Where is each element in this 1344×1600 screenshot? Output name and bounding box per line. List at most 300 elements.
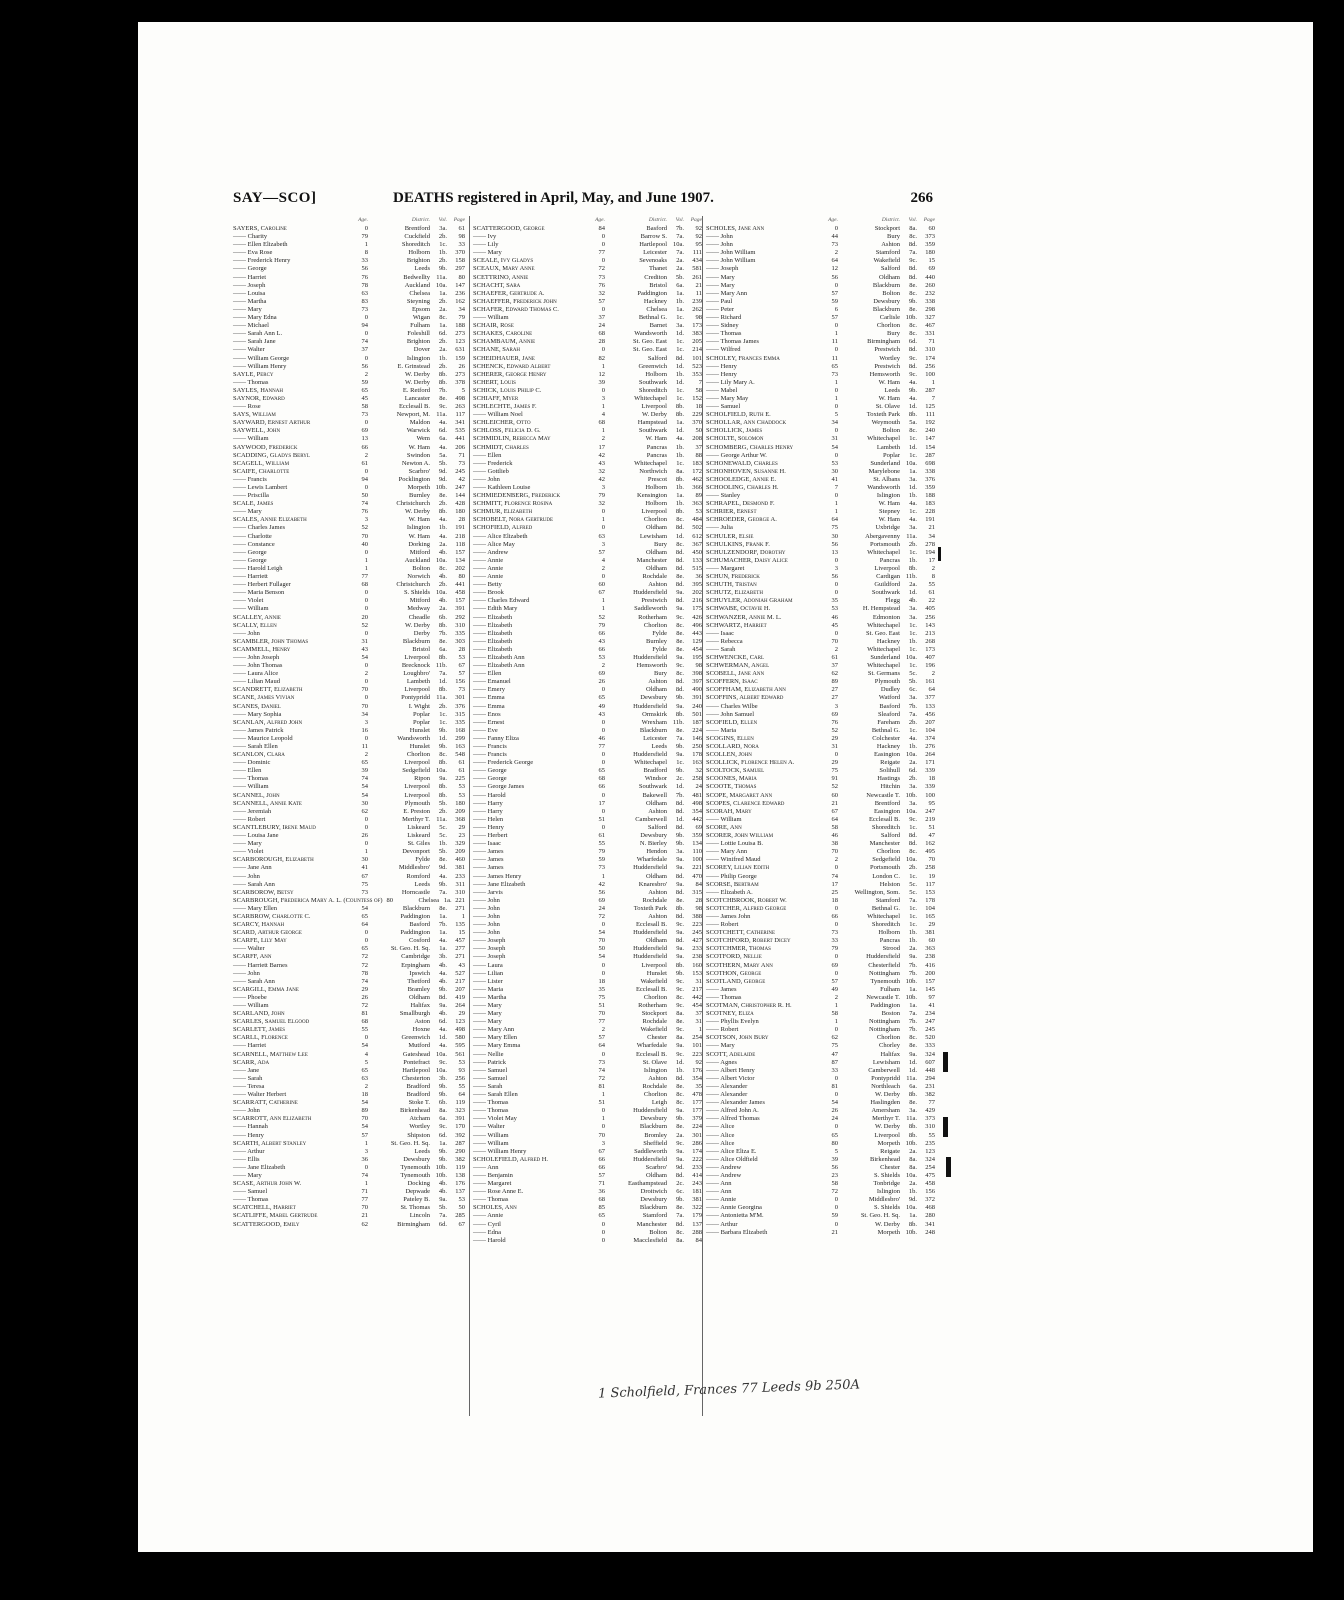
entry-name: —— Henry [473, 823, 504, 831]
register-entry [233, 500, 465, 508]
entry-volume: 5b. [438, 799, 447, 807]
entry-name: —— Thomas [473, 1099, 509, 1107]
entry-volume: 8d. [675, 564, 684, 572]
entry-age: 68 [598, 775, 605, 783]
entry-age: 0 [601, 257, 605, 265]
entry-district: Morpeth [407, 484, 430, 491]
entry-district: Kensington [637, 492, 667, 500]
entry-volume: 1c. [909, 451, 917, 459]
entry-volume: 4b. [438, 548, 447, 556]
entry-volume: 8c. [676, 1228, 684, 1236]
entry-name: SCHULKINS, Frank F. [706, 540, 770, 548]
entry-district: Sedgefield [402, 767, 430, 775]
entry-name: —— Julia [706, 524, 733, 532]
entry-volume: 1b. [675, 297, 684, 305]
entry-district: Birkenhead [870, 1155, 900, 1163]
entry-volume: 8d. [675, 354, 684, 362]
entry-volume: 7a. [909, 1010, 917, 1018]
entry-district: Southwark [638, 427, 667, 435]
page-header [233, 190, 933, 216]
entry-name: SCHOLES, Ann [473, 1204, 517, 1212]
entry-volume: 4a. [439, 969, 447, 977]
entry-age: 52 [361, 524, 368, 532]
entry-district: Basford [646, 225, 667, 232]
entry-age: 57 [831, 977, 838, 985]
column-header-age: Age. [828, 217, 838, 223]
entry-page: 523 [692, 362, 702, 370]
register-entry [233, 411, 465, 419]
entry-volume: 1d. [675, 330, 684, 338]
entry-age: 36 [598, 1188, 605, 1196]
register-entry [706, 1107, 935, 1115]
entry-age: 2 [364, 451, 368, 459]
entry-name: SCHOMBERG, Charles Henry [706, 443, 794, 451]
entry-age: 0 [834, 427, 838, 435]
entry-page: 61 [928, 589, 935, 597]
entry-age: 1 [364, 1139, 368, 1147]
entry-page: 158 [455, 257, 465, 265]
entry-page: 22 [928, 597, 935, 605]
entry-volume: 10b. [905, 791, 917, 799]
entry-volume: 6c. [676, 1188, 684, 1196]
entry-district: Stamford [875, 249, 900, 257]
entry-name: —— Elizabeth [473, 637, 513, 645]
entry-district: Blackburn [872, 305, 900, 313]
register-entry [706, 1010, 935, 1018]
entry-district: Wem [416, 435, 430, 443]
entry-age: 52 [361, 621, 368, 629]
entry-age: 31 [831, 743, 838, 750]
entry-name: SCANLAN, Alfred John [233, 718, 303, 726]
entry-age: 8 [364, 249, 368, 257]
register-entry [473, 468, 702, 476]
register-entry [706, 630, 935, 638]
entry-district: Holborn [645, 500, 667, 508]
entry-age: 0 [834, 1026, 838, 1034]
entry-name: —— Thomas [473, 1107, 509, 1115]
entry-district: Pateley B. [403, 1196, 430, 1204]
entry-name: —— Mabel [706, 386, 738, 394]
entry-name: —— Sarah Ann [233, 880, 275, 888]
entry-district: N. Bierley [639, 840, 667, 848]
entry-age: 57 [831, 289, 838, 297]
register-entry [706, 864, 935, 872]
entry-district: Lambeth [876, 443, 900, 451]
column-header [233, 216, 465, 225]
entry-name: —— Jane Elizabeth [473, 880, 526, 888]
register-entry [233, 1172, 465, 1180]
entry-age: 40 [361, 540, 368, 548]
entry-page: 154 [925, 443, 935, 451]
register-entry [233, 282, 465, 290]
entry-age: 43 [361, 645, 368, 653]
register-entry [233, 614, 465, 622]
entry-age: 0 [834, 1220, 838, 1228]
entry-age: 3 [601, 540, 605, 548]
register-entry [233, 581, 465, 589]
entry-page: 315 [455, 710, 465, 718]
entry-volume: 6d. [438, 1131, 447, 1139]
entry-district: Liverpool [641, 508, 667, 516]
entry-name: SCORE, Ann [706, 823, 742, 831]
entry-name: SCHLOSS, Felicia D. G. [473, 427, 541, 435]
entry-page: 15 [458, 929, 465, 937]
entry-page: 135 [455, 921, 465, 929]
entry-volume: 10b. [435, 484, 447, 491]
entry-district: Erpingham [401, 961, 430, 969]
entry-volume: 8d. [675, 1220, 684, 1228]
entry-page: 84 [695, 880, 702, 888]
register-entry [233, 1083, 465, 1091]
entry-district: Liverpool [404, 783, 430, 791]
entry-volume: 5a. [909, 419, 917, 427]
entry-volume: 1b. [908, 492, 917, 500]
entry-volume: 9b. [675, 1196, 684, 1204]
entry-name: —— John Joseph [233, 653, 280, 661]
entry-name: —— Mary [473, 1018, 502, 1026]
entry-page: 168 [455, 726, 465, 734]
register-entry [706, 897, 935, 905]
entry-name: SAYNOR, Edward [233, 394, 285, 402]
entry-age: 27 [831, 686, 838, 694]
entry-volume: 8b. [438, 686, 447, 694]
entry-district: Chorlton [643, 621, 667, 629]
register-entry [706, 881, 935, 889]
entry-name: SCANNELL, Annie Kate [233, 799, 302, 807]
entry-age: 53 [598, 653, 605, 661]
entry-age: 72 [361, 961, 368, 969]
entry-volume: 10a. [905, 1171, 917, 1179]
entry-district: Oldham [879, 273, 900, 281]
entry-age: 49 [831, 985, 838, 993]
entry-name: —— Jeremiah [233, 807, 272, 815]
entry-district: Ripon [414, 775, 430, 783]
entry-page: 359 [925, 484, 935, 491]
entry-volume: 1c. [909, 629, 917, 637]
entry-name: SCATLIFFE, Mabel Gertrude [233, 1212, 318, 1220]
register-entry [473, 1099, 702, 1107]
entry-volume: 4a. [439, 532, 447, 540]
entry-district: Chorlton [406, 751, 430, 759]
entry-age: 0 [364, 314, 368, 322]
register-entry [233, 468, 465, 476]
entry-name: —— William Noel [473, 411, 523, 419]
entry-age: 68 [361, 581, 368, 589]
entry-district: Hendon [646, 848, 667, 856]
entry-age: 0 [834, 1091, 838, 1099]
entry-district: Portsmouth [870, 540, 900, 548]
entry-name: SCANES, Daniel [233, 702, 281, 710]
entry-age: 42 [598, 451, 605, 459]
register-entry [706, 937, 935, 945]
entry-name: —— Fanny Eliza [473, 734, 519, 742]
entry-volume: 1c. [909, 508, 917, 516]
entry-district: Hunslet [409, 743, 430, 750]
entry-age: 1 [834, 394, 838, 402]
entry-district: Liverpool [641, 403, 667, 411]
register-entry [233, 646, 465, 654]
entry-age: 5 [834, 411, 838, 419]
entry-name: —— Mary Ann [473, 1026, 515, 1034]
entry-volume: 6b. [438, 613, 447, 621]
entry-volume: 11a. [436, 411, 447, 419]
register-entry [473, 816, 702, 824]
entry-district: Prestwich [874, 362, 900, 370]
register-entry [473, 1075, 702, 1083]
entry-age: 0 [601, 1123, 605, 1131]
entry-volume: 1c. [909, 621, 917, 629]
entry-name: —— Ann [706, 1180, 732, 1188]
register-entry [233, 897, 465, 905]
entry-volume: 9a. [676, 702, 684, 710]
entry-name: —— Thomas [706, 993, 742, 1001]
entry-volume: 4a. [909, 500, 917, 508]
entry-volume: 9c. [909, 257, 917, 265]
entry-name: —— Ernest [473, 718, 505, 726]
entry-page: 458 [925, 1180, 935, 1188]
entry-age: 43 [598, 710, 605, 718]
entry-name: SCARNELL, Matthew Lee [233, 1050, 308, 1058]
entry-age: 0 [601, 1228, 605, 1236]
entry-page: 376 [925, 475, 935, 483]
register-entry [473, 1026, 702, 1034]
entry-age: 4 [601, 411, 605, 419]
entry-volume: 3a. [676, 322, 684, 330]
entry-name: —— Sarah Ellen [473, 1091, 518, 1099]
entry-name: —— Maria [706, 726, 737, 734]
entry-name: —— Sarah Ann L. [233, 330, 283, 338]
entry-volume: 5c. [909, 888, 917, 896]
entry-age: 2 [834, 856, 838, 864]
entry-age: 66 [598, 1155, 605, 1163]
entry-name: —— Maria Benson [233, 589, 285, 597]
entry-age: 0 [834, 953, 838, 961]
entry-name: SCHROEDER, George A. [706, 516, 777, 524]
entry-volume: 8b. [438, 791, 447, 799]
register-entry [706, 1115, 935, 1123]
register-entry [233, 1204, 465, 1212]
register-entry [473, 241, 702, 249]
entry-district: Bristol [649, 281, 667, 289]
entry-volume: 2a. [909, 945, 917, 953]
entry-page: 225 [455, 775, 465, 783]
entry-volume: 6d. [908, 767, 917, 775]
entry-district: Bury [654, 540, 667, 548]
entry-page: 287 [455, 1139, 465, 1147]
register-entry [473, 978, 702, 986]
entry-name: —— John William [706, 249, 756, 257]
entry-page: 434 [692, 257, 702, 265]
entry-volume: 8d. [675, 678, 684, 686]
entry-district: Shoreditch [871, 823, 900, 831]
entry-page: 200 [925, 969, 935, 977]
entry-district: Oldham [409, 993, 430, 1001]
entry-name: —— Harriet [233, 1042, 267, 1050]
entry-page: 441 [455, 581, 465, 589]
register-entry [706, 832, 935, 840]
entry-age: 43 [598, 637, 605, 645]
entry-name: —— Emma [473, 694, 505, 702]
entry-name: SCOFFERN, Isaac [706, 678, 758, 686]
register-entry [706, 945, 935, 953]
page-number: 266 [910, 190, 933, 206]
entry-name: —— Sarah [233, 1074, 263, 1082]
entry-volume: 8b. [438, 508, 447, 516]
entry-volume: 8d. [675, 888, 684, 896]
entry-page: 2 [931, 670, 935, 678]
entry-volume: 9c. [676, 662, 684, 670]
entry-age: 0 [364, 840, 368, 848]
register-entry [473, 1164, 702, 1172]
entry-age: 3 [601, 394, 605, 402]
entry-age: 69 [598, 670, 605, 678]
entry-age: 82 [598, 354, 605, 362]
register-entry [233, 1075, 465, 1083]
entry-age: 0 [834, 969, 838, 977]
register-entry [473, 419, 702, 427]
entry-district: Scarbro' [645, 1163, 667, 1171]
entry-volume: 1d. [675, 1058, 684, 1066]
entry-age: 33 [831, 1066, 838, 1074]
entry-age: 0 [601, 823, 605, 831]
entry-age: 62 [361, 1220, 368, 1228]
entry-page: 239 [692, 297, 702, 305]
entry-age: 77 [598, 743, 605, 750]
entry-page: 294 [925, 1074, 935, 1082]
entry-age: 72 [598, 1074, 605, 1082]
entry-name: —— William [233, 605, 269, 613]
entry-age: 0 [601, 233, 605, 241]
register-entry [473, 711, 702, 719]
entry-name: —— Mary [233, 305, 262, 313]
register-entry [233, 759, 465, 767]
entry-page: 118 [455, 540, 465, 548]
entry-age: 62 [361, 807, 368, 815]
entry-age: 11 [831, 354, 838, 362]
entry-page: 443 [692, 629, 702, 637]
register-entry [706, 719, 935, 727]
entry-page: 498 [455, 1026, 465, 1034]
entry-name: —— Violet [233, 597, 264, 605]
entry-age: 5 [834, 1147, 838, 1155]
entry-name: SCHUTH, Tristan [706, 581, 757, 589]
entry-page: 196 [925, 662, 935, 670]
entry-age: 72 [361, 953, 368, 961]
entry-district: Oldham [646, 524, 667, 532]
entry-volume: 9a. [676, 929, 684, 937]
entry-page: 278 [925, 540, 935, 548]
entry-district: Poplar [413, 710, 430, 718]
entry-page: 502 [692, 524, 702, 532]
entry-name: —— Jarvis [473, 888, 503, 896]
entry-volume: 8e. [676, 637, 684, 645]
entry-page: 462 [692, 475, 702, 483]
entry-district: Whitechapel [867, 645, 900, 653]
entry-district: Holborn [645, 370, 667, 378]
entry-district: Leeds [414, 880, 430, 888]
entry-district: Atcham [409, 1115, 430, 1123]
entry-age: 54 [361, 1123, 368, 1131]
entry-name: SCOTSON, John Bury [706, 1034, 769, 1042]
entry-district: Epsom [411, 305, 430, 313]
entry-volume: 2a. [439, 305, 447, 313]
register-entry [706, 355, 935, 363]
entry-name: SCHAIR, Rose [473, 322, 514, 330]
entry-volume: 8a. [909, 225, 917, 232]
entry-name: SCHAKES, Caroline [473, 330, 533, 338]
entry-volume: 1a. [909, 467, 917, 475]
entry-volume: 1b. [908, 929, 917, 937]
entry-name: —— Edna [473, 1228, 501, 1236]
entry-page: 329 [455, 840, 465, 848]
register-entry [473, 792, 702, 800]
register-entry [706, 282, 935, 290]
entry-name: SCOFFHAM, Elizabeth Ann [706, 686, 786, 694]
register-entry [233, 719, 465, 727]
entry-age: 0 [601, 969, 605, 977]
entry-name: —— Henry [233, 1131, 264, 1139]
entry-district: Sedgefield [872, 856, 900, 864]
register-entry [706, 638, 935, 646]
register-entry [473, 873, 702, 881]
entry-name: SCHOOLING, Charles H. [706, 484, 779, 491]
entry-page: 177 [692, 1099, 702, 1107]
entry-page: 95 [695, 241, 702, 249]
register-entry [473, 1180, 702, 1188]
entry-name: —— Cyril [473, 1220, 501, 1228]
entry-name: SCARBROW, Charlotte C. [233, 912, 311, 920]
entry-volume: 9c. [439, 403, 447, 411]
register-entry [706, 1059, 935, 1067]
register-entry [473, 1083, 702, 1091]
entry-district: Wakefield [873, 257, 900, 265]
entry-name: SCHAMBAUM, Annie [473, 338, 536, 346]
register-entry [706, 654, 935, 662]
register-entry [706, 452, 935, 460]
entry-page: 223 [692, 1050, 702, 1058]
entry-volume: 3a. [909, 799, 917, 807]
entry-volume: 1d. [438, 1034, 447, 1042]
entry-volume: 2b. [438, 338, 447, 346]
entry-name: —— James [473, 848, 504, 856]
entry-district: Lincoln [409, 1212, 430, 1220]
entry-district: Poplar [883, 451, 900, 459]
entry-district: Chelsea [409, 289, 430, 297]
entry-volume: 8e. [909, 1042, 917, 1050]
entry-name: —— Violet May [473, 1115, 517, 1123]
register-entry [233, 460, 465, 468]
entry-district: Bromley [644, 1131, 667, 1139]
entry-page: 58 [695, 386, 702, 394]
entry-volume: 3b. [438, 953, 447, 961]
entry-page: 11 [695, 289, 702, 297]
register-entry [233, 314, 465, 322]
register-column-1 [233, 216, 465, 1416]
entry-name: —— Priscilla [233, 492, 269, 500]
entry-district: Fulham [880, 985, 900, 993]
entry-district: Leicester [643, 249, 667, 257]
entry-page: 43 [458, 961, 465, 969]
entry-name: —— Ann [473, 1163, 499, 1171]
register-entry [706, 605, 935, 613]
entry-name: —— Isaac [473, 840, 501, 848]
entry-volume: 9a. [676, 1147, 684, 1155]
register-entry [473, 500, 702, 508]
entry-page: 245 [692, 929, 702, 937]
entry-page: 32 [695, 767, 702, 775]
entry-district: Smallburgh [399, 1010, 430, 1018]
entry-name: —— Elizabeth Ann [473, 653, 525, 661]
